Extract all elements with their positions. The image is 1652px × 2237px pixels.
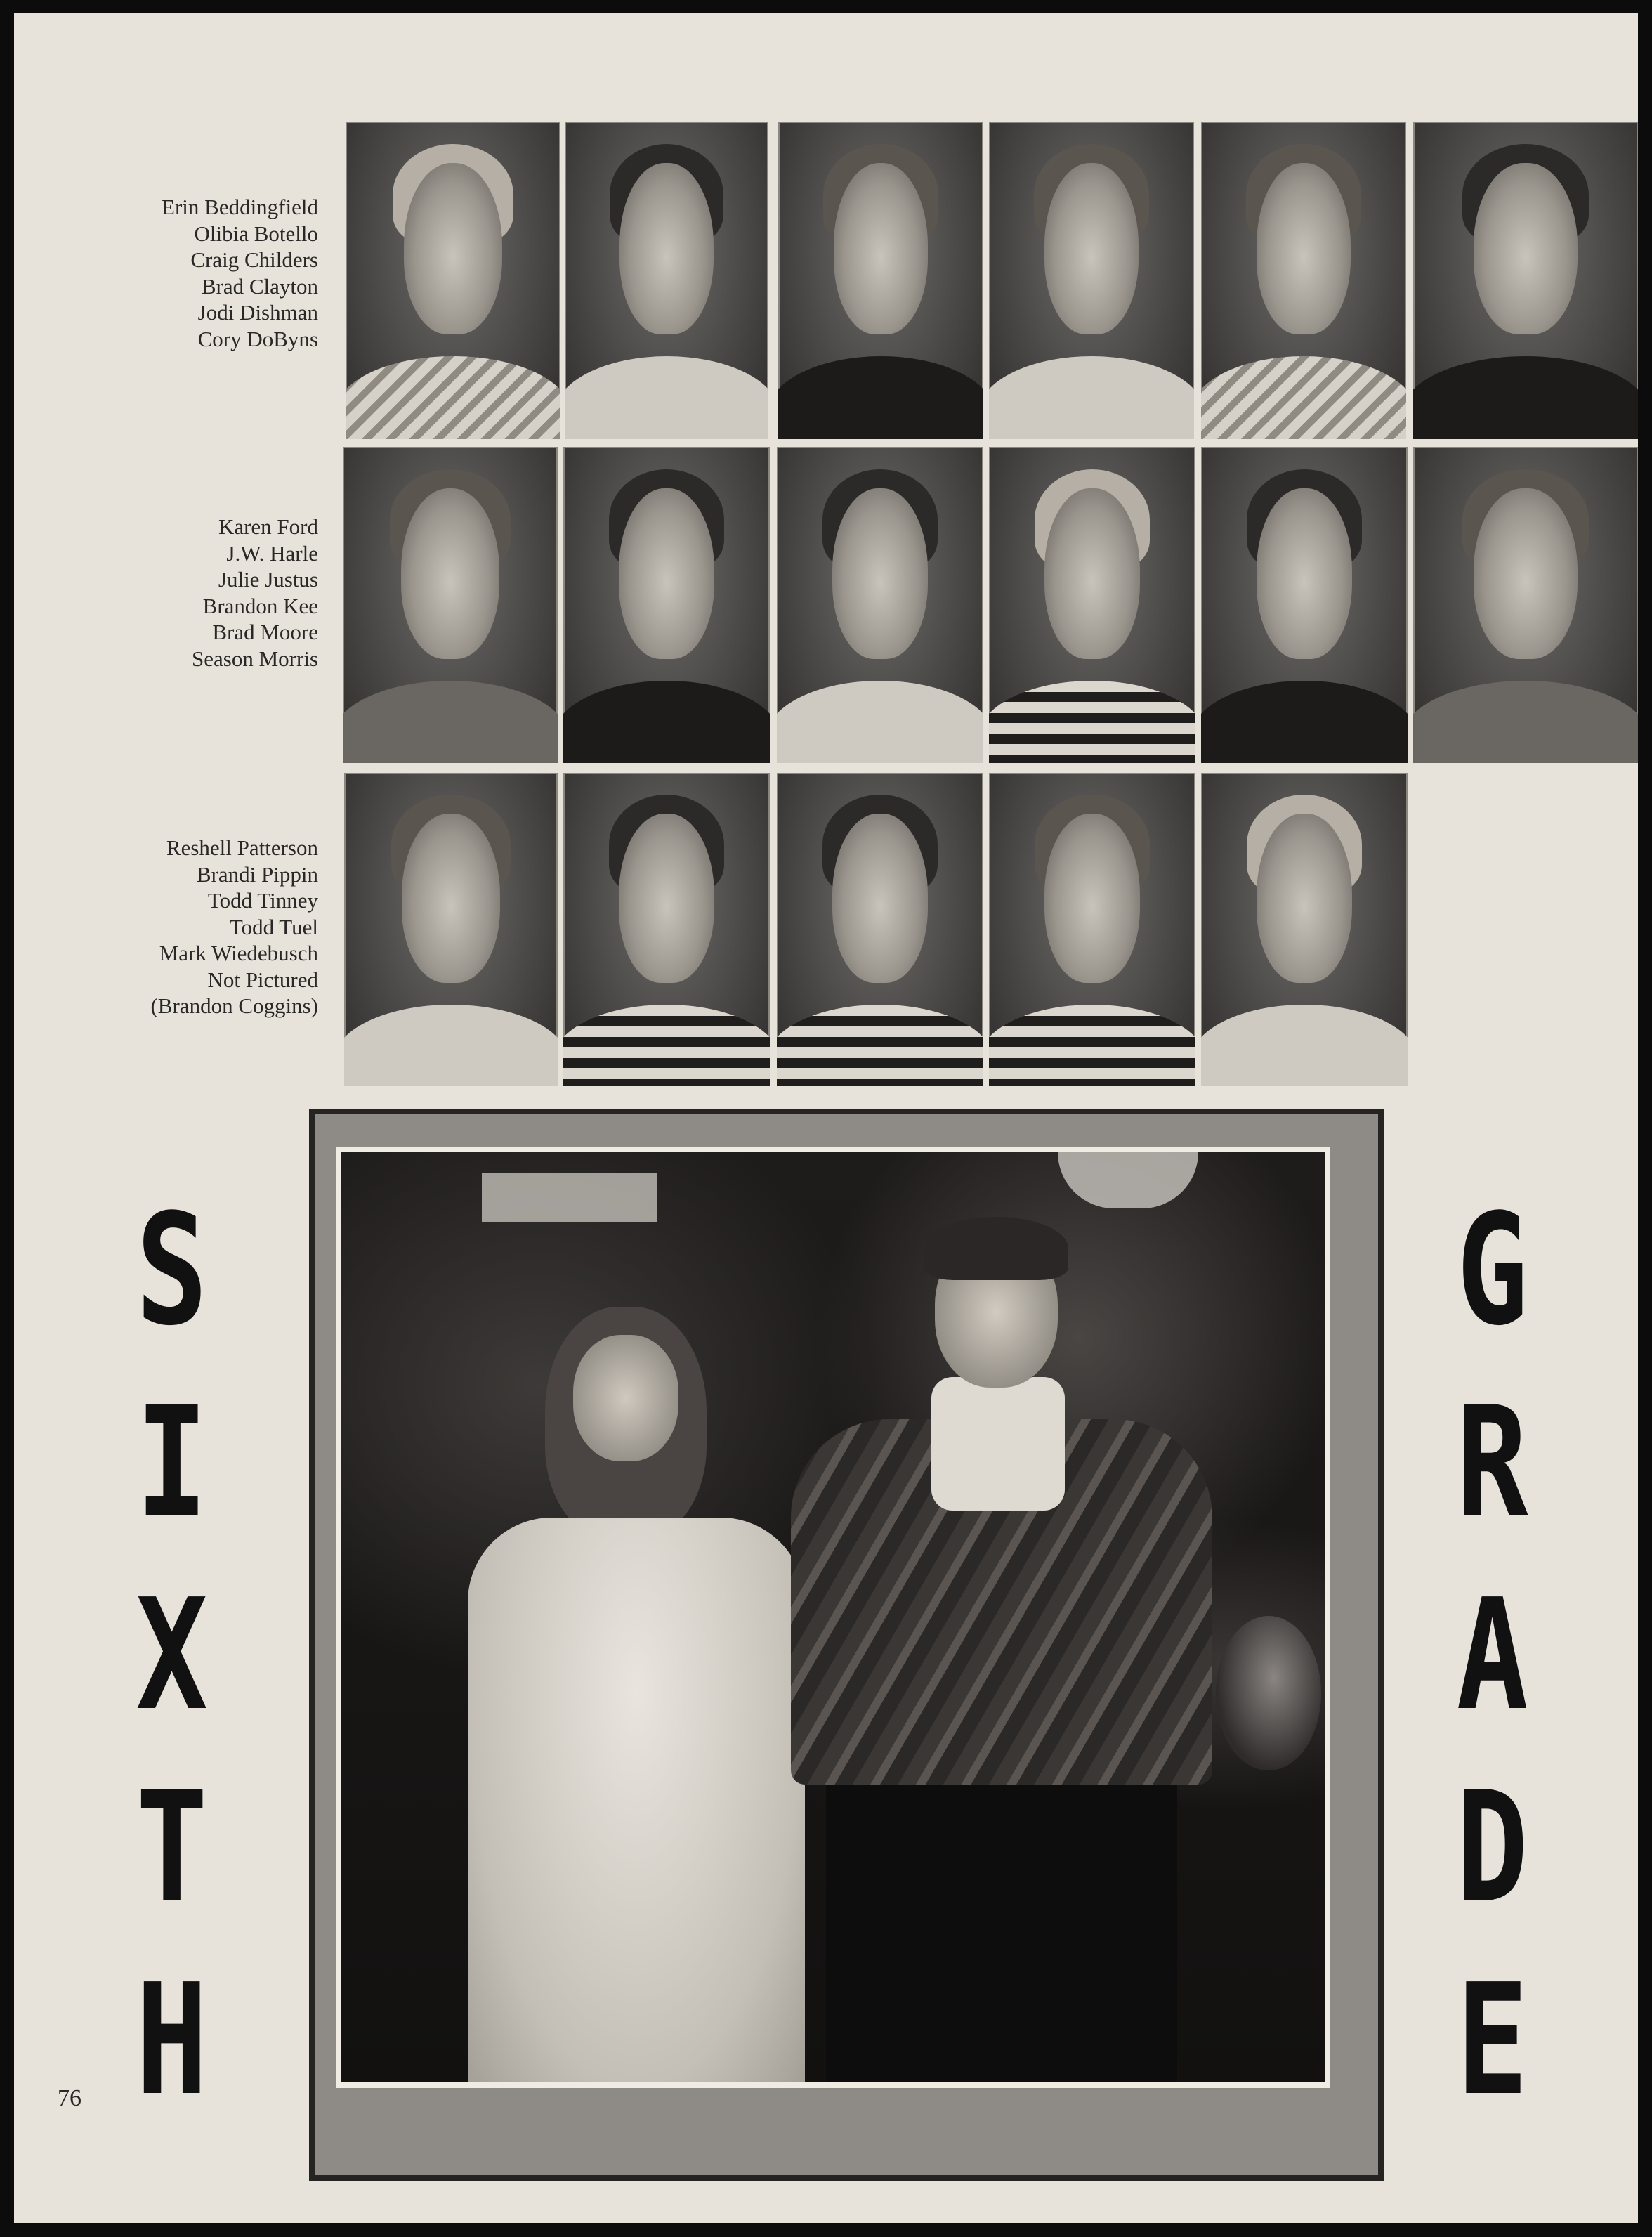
student-name: Craig Childers <box>190 247 318 272</box>
student-portrait <box>778 122 983 439</box>
title-letter: A <box>1456 1567 1529 1744</box>
title-sixth <box>119 1175 225 2137</box>
student-name: Todd Tinney <box>207 888 318 913</box>
yearbook-page <box>14 13 1638 2223</box>
page-number: 76 <box>58 2085 81 2111</box>
student-portrait <box>563 773 770 1086</box>
student-name: Brad Moore <box>212 620 318 644</box>
student-name: Mark Wiedebusch <box>159 941 318 965</box>
student-portrait <box>1201 447 1408 763</box>
title-letter: H <box>136 1952 209 2130</box>
student-portrait <box>563 447 770 763</box>
student-portrait <box>1201 122 1406 439</box>
row-1-names <box>44 194 318 352</box>
student-portrait <box>565 122 768 439</box>
student-name: Olibia Botello <box>194 221 318 246</box>
title-letter: I <box>136 1374 209 1552</box>
student-name: Brandi Pippin <box>196 861 318 887</box>
student-name: Reshell Patterson <box>166 835 318 860</box>
title-letter: G <box>1456 1182 1529 1359</box>
student-name: Todd Tuel <box>229 914 318 939</box>
student-portrait <box>777 447 983 763</box>
student-portrait <box>1413 447 1638 763</box>
student-name: Brad Clayton <box>201 273 318 299</box>
student-name: Not Pictured <box>207 967 318 992</box>
title-letter: X <box>136 1567 209 1744</box>
title-letter: E <box>1456 1952 1529 2130</box>
student-name: Cory DoByns <box>197 326 318 351</box>
main-photo-frame <box>309 1109 1384 2181</box>
student-name: Jodi Dishman <box>197 300 318 325</box>
student-portrait <box>777 773 983 1086</box>
student-name: Erin Beddingfield <box>162 195 318 219</box>
student-portrait <box>989 447 1195 763</box>
title-letter: S <box>136 1182 209 1359</box>
student-portrait <box>989 773 1195 1086</box>
girl-figure <box>468 1518 805 2088</box>
dance-couple-photo <box>336 1147 1330 2088</box>
title-letter: T <box>136 1759 209 1937</box>
student-portrait <box>344 773 558 1086</box>
student-name: J.W. Harle <box>226 540 318 566</box>
student-name: Karen Ford <box>218 514 318 539</box>
title-letter: R <box>1456 1374 1529 1552</box>
student-name: Season Morris <box>192 646 318 671</box>
row-2-names <box>44 514 318 672</box>
title-letter: D <box>1456 1759 1529 1937</box>
title-grade <box>1440 1175 1545 2137</box>
student-portrait <box>989 122 1194 439</box>
student-portrait <box>343 447 558 763</box>
student-portrait <box>1201 773 1408 1086</box>
student-name: Brandon Kee <box>202 593 318 618</box>
student-portrait <box>346 122 560 439</box>
row-3-names <box>44 835 318 1019</box>
student-name: Julie Justus <box>218 567 318 592</box>
student-portrait <box>1413 122 1638 439</box>
balloon <box>1216 1616 1321 1770</box>
student-name: (Brandon Coggins) <box>150 993 318 1018</box>
